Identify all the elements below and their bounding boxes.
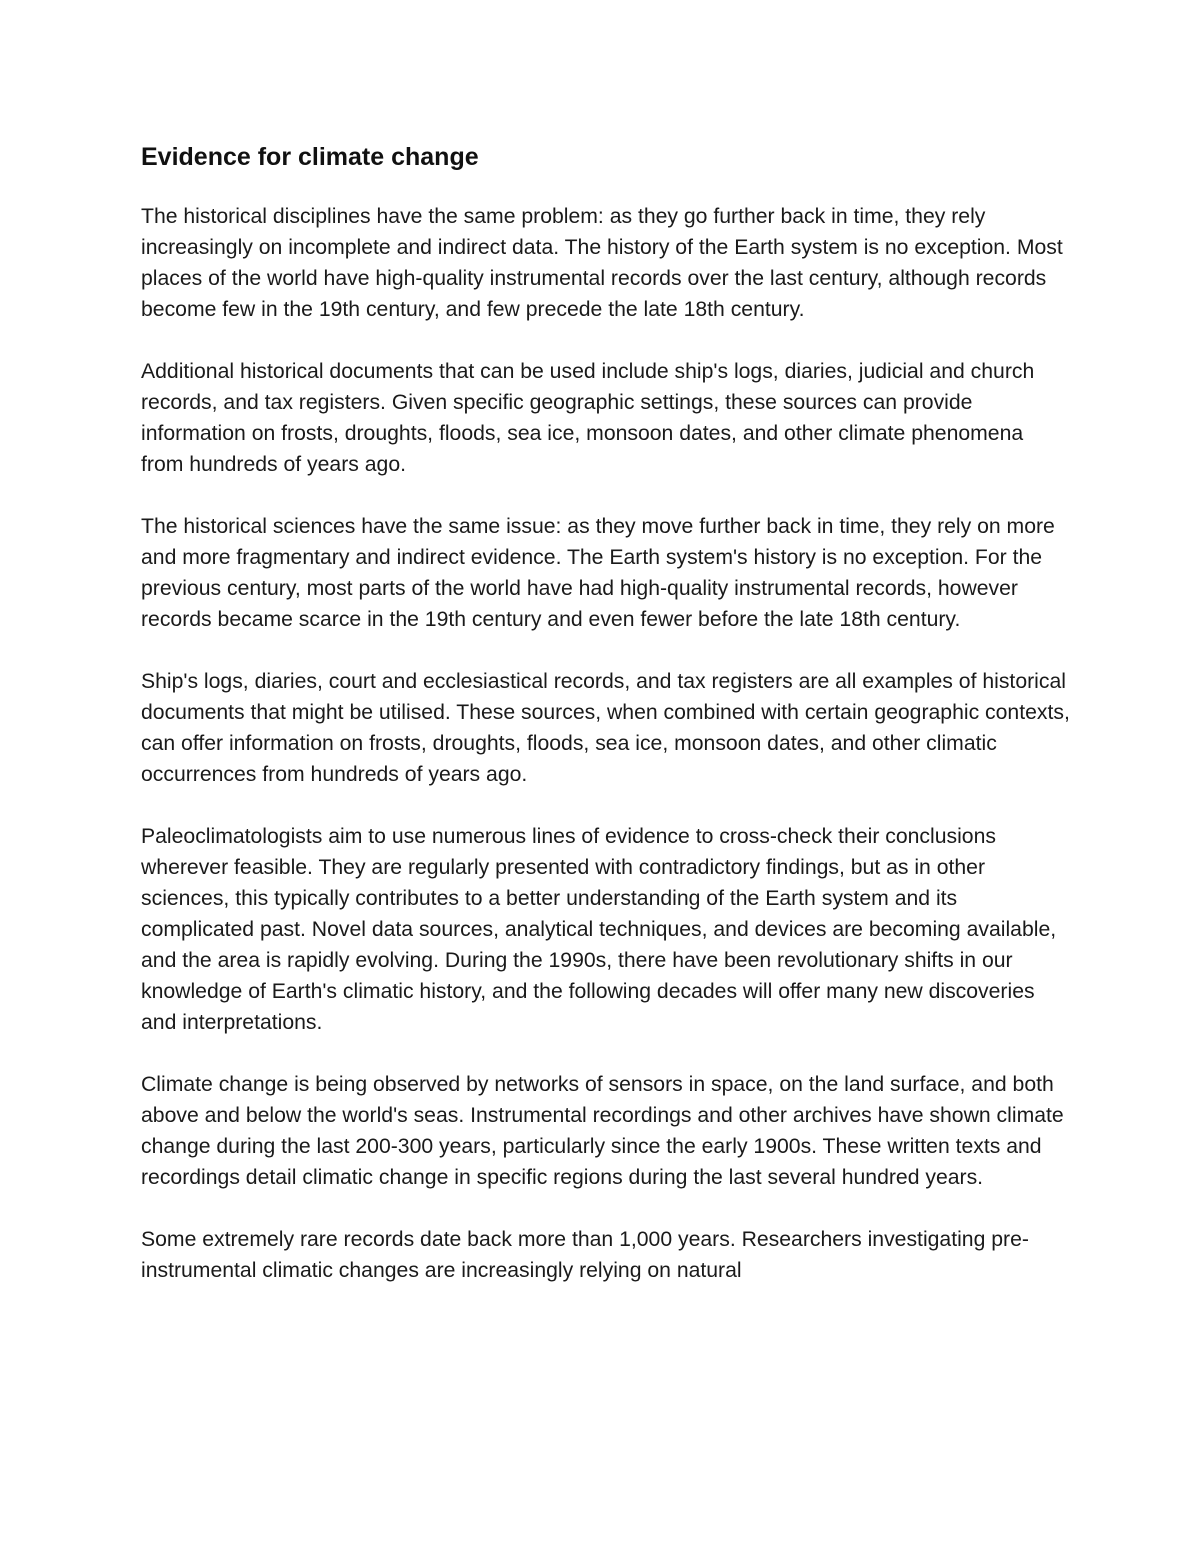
paragraph: Some extremely rare records date back more than 1,000 years. Researchers investigating pre-instrumental climatic changes are increasingly relying on natural	[141, 1228, 1029, 1282]
paragraph: Climate change is being observed by networks of sensors in space, on the land surface, and both above and below the world's seas. Instrumental recordings and other archives have shown climate change during the last 200-300 years, particularly since the early 1900s. These written texts and recordings detail climatic change in specific regions during the last several hundred years.	[141, 1073, 1064, 1189]
paragraph: Paleoclimatologists aim to use numerous lines of evidence to cross-check their conclusions wherever feasible. They are regularly presented with contradictory findings, but as in other sciences, this typically contributes to a better understanding of the Earth system and its complicated past. Novel data sources, analytical techniques, and devices are becoming available, and the area is rapidly evolving. During the 1990s, there have been revolutionary shifts in our knowledge of Earth's climatic history, and the following decades will offer many new discoveries and interpretations.	[141, 825, 1057, 1034]
document-title: Evidence for climate change	[141, 143, 479, 171]
paragraph: Additional historical documents that can be used include ship's logs, diaries, judicial and church records, and tax registers. Given specific geographic settings, these sources can provide information on frosts, droughts, floods, sea ice, monsoon dates, and other climate phenomena from hundreds of years ago.	[141, 360, 1035, 476]
paragraph: The historical disciplines have the same problem: as they go further back in time, they rely increasingly on incomplete and indirect data. The history of the Earth system is no exception. Most places of the world have high-quality instrumental records over the last century, although records become few in the 19th century, and few precede the late 18th century.	[141, 205, 1063, 321]
paragraph: Ship's logs, diaries, court and ecclesiastical records, and tax registers are all examples of historical documents that might be utilised. These sources, when combined with certain geographic contexts, can offer information on frosts, droughts, floods, sea ice, monsoon dates, and other climatic occurrences from hundreds of years ago.	[141, 670, 1070, 786]
paragraph: The historical sciences have the same issue: as they move further back in time, they rely on more and more fragmentary and indirect evidence. The Earth system's history is no exception. For the previous century, most parts of the world have had high-quality instrumental records, however records became scarce in the 19th century and even fewer before the late 18th century.	[141, 515, 1055, 631]
document-body	[141, 138, 1071, 1286]
